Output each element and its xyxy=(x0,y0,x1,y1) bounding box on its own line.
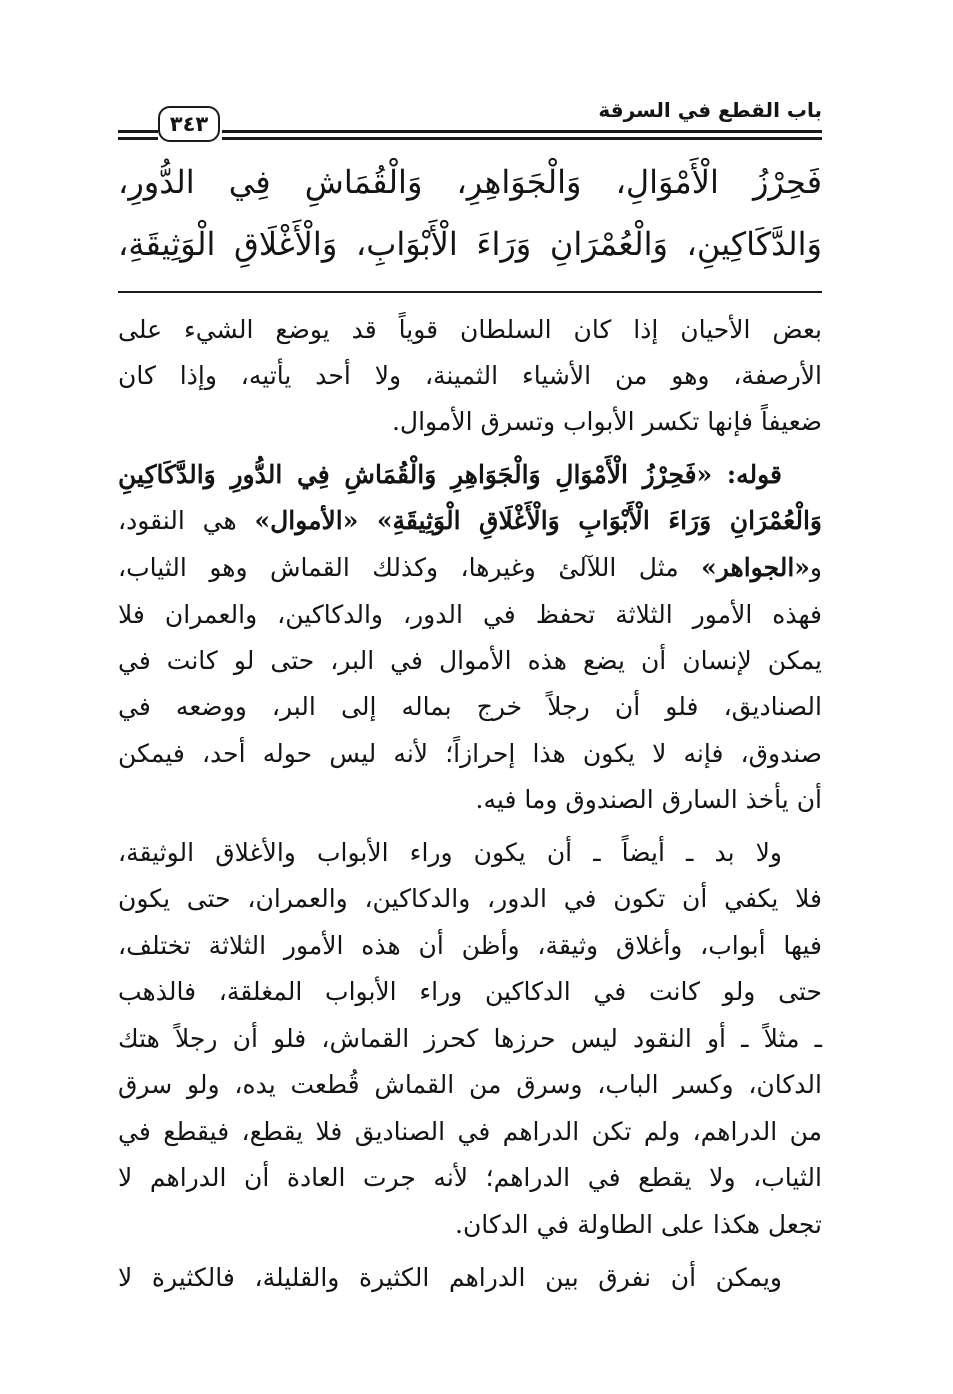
body-line: ولا بد ـ أيضاً ـ أن يكون وراء الأبواب والأغلاق الوثيقة، xyxy=(118,838,782,867)
body-line xyxy=(118,506,822,535)
body-line xyxy=(118,553,822,582)
matn-line: فَحِرْزُ الْأَمْوَالِ، وَالْجَوَاهِرِ، وَالْقُمَاشِ فِي الدُّورِ، xyxy=(118,163,822,201)
body-line: الأرصفة، وهو من الأشياء الثمينة، ولا أحد يأتيه، وإذا كان xyxy=(118,361,822,390)
matn-divider xyxy=(118,291,822,293)
matn-line: وَالدَّكَاكِينِ، وَالْعُمْرَانِ وَرَاءَ الْأَبْوَابِ، وَالْأَغْلَاقِ الْوَثِيقَةِ، xyxy=(118,225,822,263)
header-rule xyxy=(222,130,822,133)
body-line: من الدراهم، ولم تكن الدراهم في الصناديق فلا يقطع، فيقطع في xyxy=(118,1117,822,1146)
body-line: الصناديق، فلو أن رجلاً خرج بماله إلى البر، ووضعه في xyxy=(118,692,822,721)
body-line: تجعل هكذا على الطاولة في الدكان. xyxy=(455,1210,822,1239)
body-line: حتى ولو كانت في الدكاكين وراء الأبواب المغلقة، فالذهب xyxy=(118,977,822,1006)
term: «الجواهر» xyxy=(701,553,810,582)
quoted-matn: وَالْعُمْرَانِ وَرَاءَ الْأَبْوَابِ وَالْأَغْلَاقِ الْوَثِيقَةِ» xyxy=(376,506,822,535)
header-rule xyxy=(118,137,158,140)
body-line xyxy=(118,460,782,489)
body-line: فلا يكفي أن تكون في الدور، والدكاكين، والعمران، حتى يكون xyxy=(118,884,822,913)
header-rule xyxy=(118,130,158,133)
body-line: فيها أبواب، وأغلاق وثيقة، وأظن أن هذه الأمور الثلاثة تختلف، xyxy=(118,931,822,960)
body-line: أن يأخذ السارق الصندوق وما فيه. xyxy=(475,785,822,814)
body-text: هي النقود، xyxy=(118,506,255,535)
body-line: بعض الأحيان إذا كان السلطان قوياً قد يوضع الشيء على xyxy=(118,315,822,344)
body-line: الثياب، ولا يقطع في الدراهم؛ لأنه جرت العادة أن الدراهم لا xyxy=(118,1163,822,1192)
term: «الأموال» xyxy=(254,506,377,535)
page-number-badge: ٣٤٣ xyxy=(158,106,220,142)
body-line: ويمكن أن نفرق بين الدراهم الكثيرة والقليلة، فالكثيرة لا xyxy=(118,1263,782,1292)
quoted-matn: «فَحِرْزُ الْأَمْوَالِ وَالْجَوَاهِرِ وَالْقُمَاشِ فِي الدُّورِ وَالدَّكَاكِينِ xyxy=(118,460,727,489)
body-text: مثل اللآلئ وغيرها، وكذلك القماش وهو الثياب، xyxy=(118,553,702,582)
body-line: صندوق، فإنه لا يكون هذا إحرازاً؛ لأنه ليس حوله أحد، فيمكن xyxy=(118,739,822,768)
chapter-title: باب القطع في السرقة xyxy=(598,98,822,122)
body-line: يمكن لإنسان أن يضع هذه الأموال في البر، حتى لو كانت في xyxy=(118,646,822,675)
header-rule xyxy=(222,137,822,140)
body-line: ضعيفاً فإنها تكسر الأبواب وتسرق الأموال. xyxy=(391,407,822,436)
body-line: الدكان، وكسر الباب، وسرق من القماش قُطعت يده، ولو سرق xyxy=(118,1070,822,1099)
page-header xyxy=(118,96,822,148)
body-line: فهذه الأمور الثلاثة تحفظ في الدور، والدكاكين، والعمران فلا xyxy=(118,600,822,629)
quote-label: قوله: xyxy=(726,460,782,489)
body-line: ـ مثلاً ـ أو النقود ليس حرزها كحرز القماش، فلو أن رجلاً هتك xyxy=(118,1024,822,1053)
body-text: و xyxy=(809,553,822,582)
